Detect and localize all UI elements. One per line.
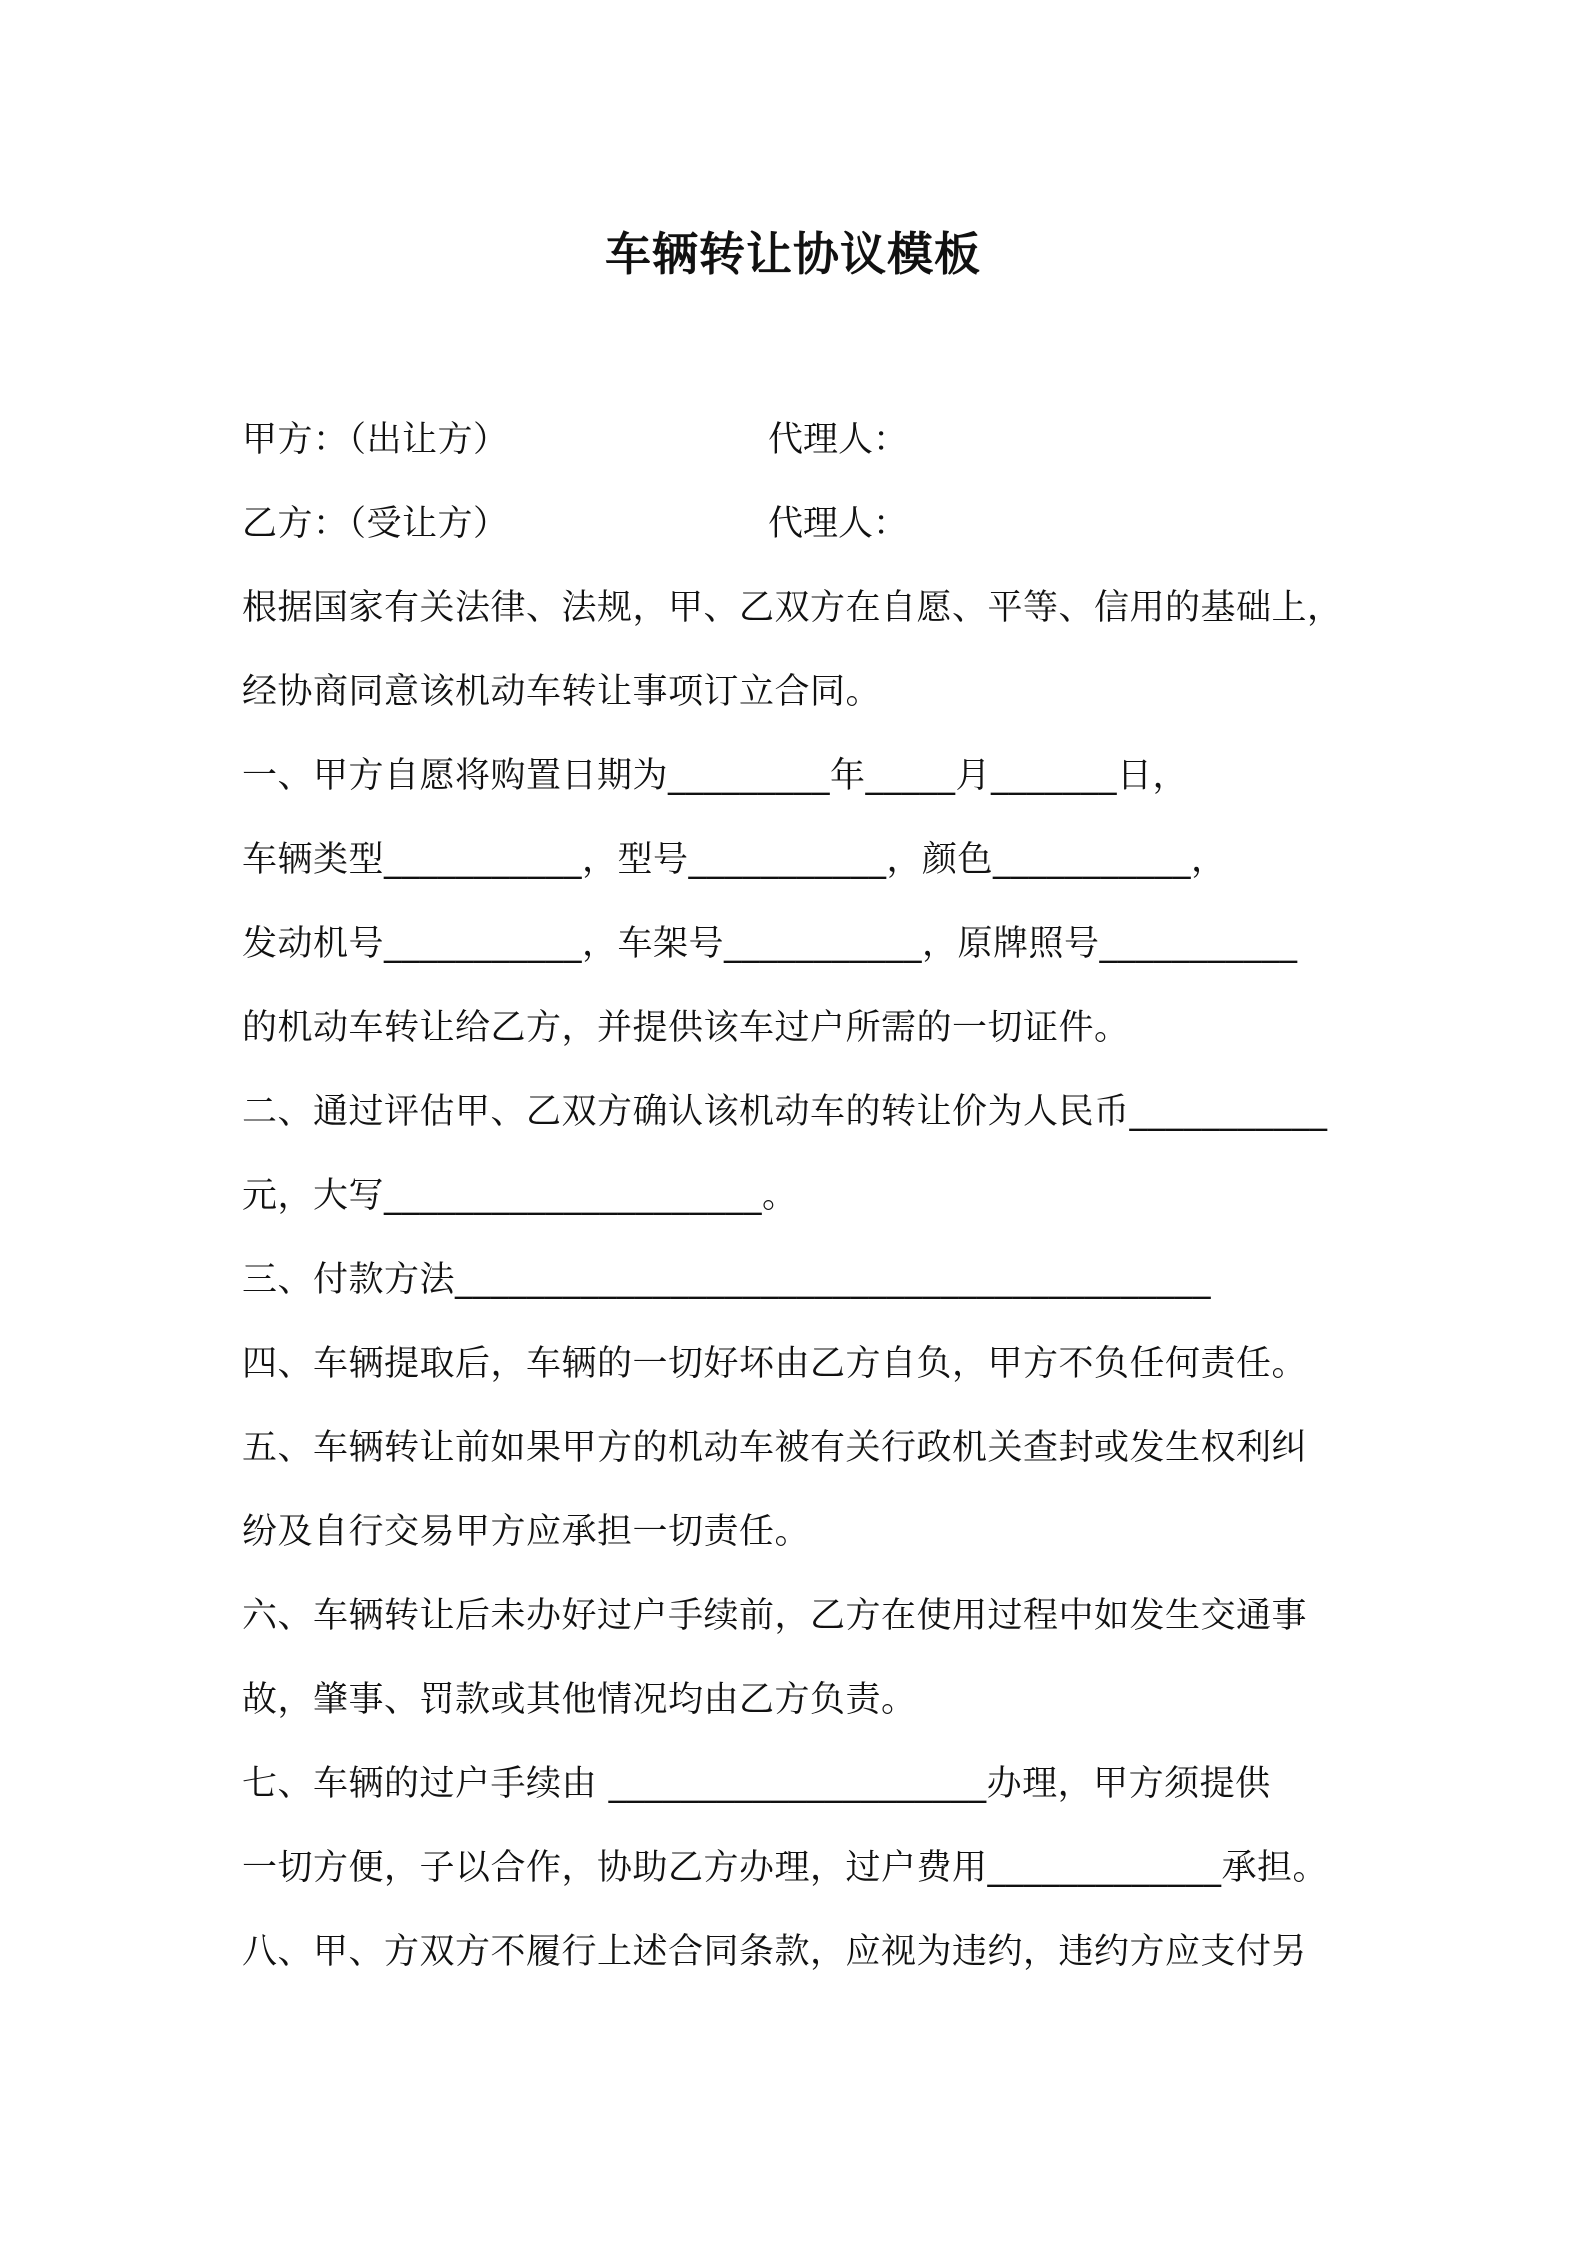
clause-7-line-1: 七、车辆的过户手续由 _____________________办理，甲方须提供 — [242, 1764, 1271, 1804]
clause-1-line-1: 一、甲方自愿将购置日期为_________年_____月_______日， — [242, 756, 1189, 796]
clause-5-line-1: 五、车辆转让前如果甲方的机动车被有关行政机关查封或发生权利纠 — [242, 1428, 1308, 1468]
document-title: 车辆转让协议模板 — [605, 227, 981, 281]
clause-2-line-2: 元，大写_____________________。 — [242, 1176, 798, 1216]
clause-2-line-1: 二、通过评估甲、乙双方确认该机动车的转让价为人民币___________ — [242, 1092, 1328, 1132]
clause-1-line-4: 的机动车转让给乙方，并提供该车过户所需的一切证件。 — [242, 1008, 1130, 1048]
clause-8-line-1: 八、甲、方双方不履行上述合同条款，应视为违约，违约方应支付另 — [242, 1932, 1308, 1972]
party-a-agent: 代理人： — [768, 420, 909, 460]
party-a-label: 甲方：（出让方） — [242, 420, 509, 460]
clause-7-line-2: 一切方便，子以合作，协助乙方办理，过户费用_____________承担。 — [242, 1848, 1329, 1888]
clause-4-line-1: 四、车辆提取后，车辆的一切好坏由乙方自负，甲方不负任何责任。 — [242, 1344, 1308, 1384]
preamble-line-1: 根据国家有关法律、法规，甲、乙双方在自愿、平等、信用的基础上， — [242, 588, 1343, 628]
clause-6-line-1: 六、车辆转让后未办好过户手续前，乙方在使用过程中如发生交通事 — [242, 1596, 1308, 1636]
clause-1-line-3: 发动机号___________，车架号___________，原牌照号___________ — [242, 924, 1298, 964]
clause-5-line-2: 纷及自行交易甲方应承担一切责任。 — [242, 1512, 811, 1552]
clause-6-line-2: 故，肇事、罚款或其他情况均由乙方负责。 — [242, 1680, 917, 1720]
preamble-line-2: 经协商同意该机动车转让事项订立合同。 — [242, 672, 882, 712]
party-b-label: 乙方：（受让方） — [242, 504, 509, 544]
clause-3-line-1: 三、付款方法__________________________________________ — [242, 1260, 1212, 1300]
clause-1-line-2: 车辆类型___________，型号___________，颜色___________， — [242, 840, 1227, 880]
party-b-agent: 代理人： — [768, 504, 909, 544]
